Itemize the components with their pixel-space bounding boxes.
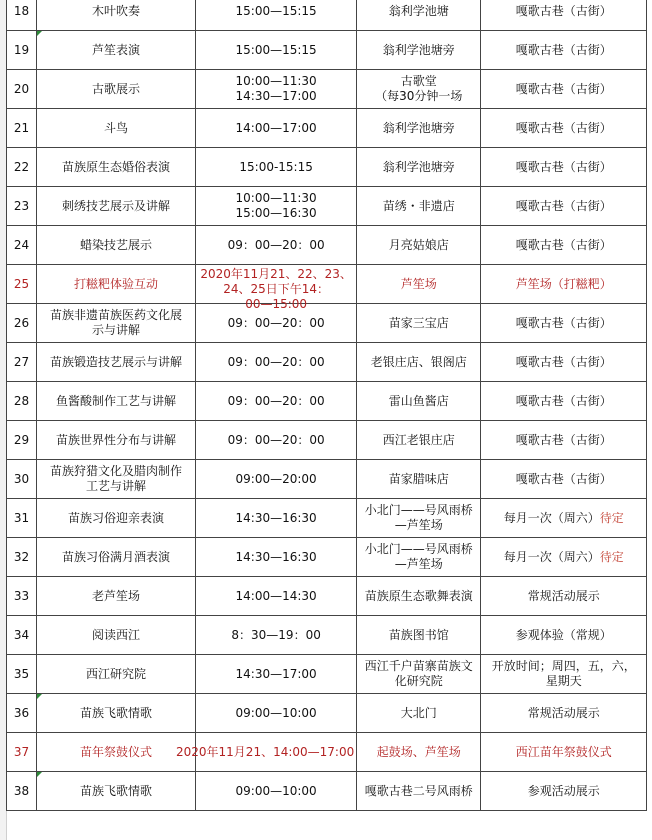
- row-number[interactable]: 29: [7, 421, 37, 460]
- place-cell[interactable]: 翁利学池塘旁: [357, 148, 481, 187]
- activity-line: 苗族非遗苗族医药文化展: [49, 308, 182, 322]
- row-number[interactable]: 26: [7, 304, 37, 343]
- activity-cell[interactable]: 苗年祭鼓仪式: [37, 733, 196, 772]
- row-number[interactable]: 34: [7, 616, 37, 655]
- place-cell[interactable]: 苗绣・非遗店: [357, 187, 481, 226]
- time-cell[interactable]: 09:00—10:00: [196, 772, 357, 811]
- table-row: [7, 226, 647, 265]
- time-cell[interactable]: 09：00—20：00: [196, 343, 357, 382]
- activity-line: 工艺与讲解: [85, 479, 146, 493]
- time-cell[interactable]: 09：00—20：00: [196, 304, 357, 343]
- time-line: 10:00—11:30: [235, 74, 317, 88]
- table-row: [7, 304, 647, 343]
- row-number[interactable]: 25: [7, 265, 37, 304]
- time-cell[interactable]: 09：00—20：00: [196, 382, 357, 421]
- place-cell[interactable]: 翁利学池塘旁: [357, 31, 481, 70]
- time-cell[interactable]: 14:30—16:30: [196, 538, 357, 577]
- time-cell[interactable]: 15:00-15:15: [196, 148, 357, 187]
- activity-cell[interactable]: [37, 460, 196, 499]
- place-cell[interactable]: 苗族原生态歌舞表演: [357, 577, 481, 616]
- time-cell[interactable]: 09：00—20：00: [196, 421, 357, 460]
- table-row: [7, 538, 647, 577]
- table-row: [7, 382, 647, 421]
- area-cell[interactable]: 嘎歌古巷（古街）: [481, 187, 647, 226]
- place-cell[interactable]: 老银庄店、银阁店: [357, 343, 481, 382]
- place-line: 古歌堂: [400, 74, 437, 88]
- row-number[interactable]: 19: [7, 31, 37, 70]
- place-cell[interactable]: 嘎歌古巷二号风雨桥: [357, 772, 481, 811]
- activity-line: 示与讲解: [91, 323, 140, 337]
- place-cell[interactable]: 翁利学池塘旁: [357, 109, 481, 148]
- time-line: 15:00—16:30: [235, 206, 317, 220]
- area-text: 每月一次（周六）: [503, 510, 600, 525]
- activity-cell[interactable]: 阅读西江: [37, 616, 196, 655]
- activity-cell[interactable]: [37, 304, 196, 343]
- area-cell[interactable]: 嘎歌古巷（古街）: [481, 148, 647, 187]
- row-number[interactable]: 27: [7, 343, 37, 382]
- place-cell[interactable]: 翁利学池塘: [357, 0, 481, 31]
- area-cell[interactable]: 嘎歌古巷（古街）: [481, 109, 647, 148]
- activity-cell[interactable]: 苗族锻造技艺展示与讲解: [37, 343, 196, 382]
- row-number[interactable]: 20: [7, 70, 37, 109]
- area-cell[interactable]: 嘎歌古巷（古街）: [481, 0, 647, 31]
- row-number[interactable]: 23: [7, 187, 37, 226]
- activity-cell[interactable]: 苗族飞歌情歌: [37, 772, 196, 811]
- activity-cell[interactable]: 刺绣技艺展示及讲解: [37, 187, 196, 226]
- time-line: 2020年11月21、22、23、: [200, 267, 352, 281]
- table-row: [7, 148, 647, 187]
- table-row: [7, 460, 647, 499]
- area-cell[interactable]: 嘎歌古巷（古街）: [481, 343, 647, 382]
- place-cell[interactable]: 大北门: [357, 694, 481, 733]
- row-number[interactable]: 22: [7, 148, 37, 187]
- place-cell[interactable]: [357, 499, 481, 538]
- time-cell[interactable]: [196, 265, 357, 311]
- time-cell[interactable]: 8：30—19：00: [196, 616, 357, 655]
- time-line: 14:30—17:00: [235, 89, 317, 103]
- place-line: （每30分钟一场: [375, 89, 463, 103]
- time-line: 10:00—11:30: [235, 191, 317, 205]
- area-cell[interactable]: 嘎歌古巷（古街）: [481, 421, 647, 460]
- row-number[interactable]: 30: [7, 460, 37, 499]
- time-cell[interactable]: 09:00—20:00: [196, 460, 357, 499]
- area-cell[interactable]: 嘎歌古巷（古街）: [481, 226, 647, 265]
- table-row: [7, 187, 647, 226]
- time-text: 2020年11月21、14:00—17:00: [176, 744, 355, 759]
- time-cell[interactable]: [176, 733, 357, 772]
- place-cell[interactable]: 苗家三宝店: [357, 304, 481, 343]
- place-cell[interactable]: 月亮姑娘店: [357, 226, 481, 265]
- time-cell[interactable]: 09:00—10:00: [196, 694, 357, 733]
- area-cell[interactable]: 嘎歌古巷（古街）: [481, 70, 647, 109]
- activity-cell[interactable]: 木叶吹奏: [37, 0, 196, 31]
- time-line: 00—15:00: [245, 297, 308, 311]
- table-row: [7, 577, 647, 616]
- activity-table: [6, 0, 647, 811]
- table-row: [7, 772, 647, 811]
- pending-label: 待定: [599, 549, 624, 564]
- table-row-highlighted: [7, 265, 647, 304]
- area-line: 星期天: [545, 674, 582, 688]
- time-cell[interactable]: 14:30—16:30: [196, 499, 357, 538]
- activity-cell[interactable]: 苗族习俗满月酒表演: [37, 538, 196, 577]
- row-number[interactable]: 37: [7, 733, 37, 772]
- place-cell[interactable]: 苗家腊味店: [357, 460, 481, 499]
- table-row: [7, 0, 647, 31]
- place-cell[interactable]: 雷山鱼酱店: [357, 382, 481, 421]
- area-line: 开放时间；周四，五，六，: [491, 659, 636, 673]
- activity-cell[interactable]: 鱼酱酸制作工艺与讲解: [37, 382, 196, 421]
- place-cell[interactable]: 芦笙场: [357, 265, 481, 304]
- area-cell[interactable]: 嘎歌古巷（古街）: [481, 382, 647, 421]
- place-line: —芦笙场: [394, 557, 443, 571]
- table-row: [7, 343, 647, 382]
- row-number[interactable]: 33: [7, 577, 37, 616]
- time-clip: [198, 265, 354, 311]
- table-row: [7, 421, 647, 460]
- activity-cell[interactable]: 斗鸟: [37, 109, 196, 148]
- area-text: 每月一次（周六）: [503, 549, 600, 564]
- place-cell[interactable]: [357, 538, 481, 577]
- row-number[interactable]: 32: [7, 538, 37, 577]
- row-number[interactable]: 36: [7, 694, 37, 733]
- activity-cell[interactable]: 蜡染技艺展示: [37, 226, 196, 265]
- time-cell[interactable]: 14:30—17:00: [196, 655, 357, 694]
- activity-line: 苗族狩猎文化及腊肉制作: [49, 464, 182, 478]
- activity-cell[interactable]: 老芦笙场: [37, 577, 196, 616]
- table-row: [7, 70, 647, 109]
- activity-cell[interactable]: 苗族习俗迎亲表演: [37, 499, 196, 538]
- place-line: —芦笙场: [394, 518, 443, 532]
- place-cell[interactable]: 西江老银庄店: [357, 421, 481, 460]
- row-number[interactable]: 24: [7, 226, 37, 265]
- activity-cell[interactable]: 打糍粑体验互动: [37, 265, 196, 304]
- area-cell[interactable]: 西江苗年祭鼓仪式: [481, 733, 647, 772]
- activity-cell[interactable]: 苗族原生态婚俗表演: [37, 148, 196, 187]
- pending-label: 待定: [599, 510, 624, 525]
- place-cell[interactable]: [357, 70, 481, 109]
- area-cell[interactable]: 嘎歌古巷（古街）: [481, 304, 647, 343]
- area-cell[interactable]: [481, 499, 647, 538]
- time-cell[interactable]: 15:00—15:15: [196, 0, 357, 31]
- row-number[interactable]: 18: [7, 0, 37, 31]
- time-cell[interactable]: [196, 70, 357, 109]
- area-cell[interactable]: 常规活动展示: [481, 694, 647, 733]
- time-cell[interactable]: 15:00—15:15: [196, 31, 357, 70]
- area-cell[interactable]: 参观活动展示: [481, 772, 647, 811]
- time-line: 24、25日下午14：: [223, 282, 330, 296]
- activity-cell[interactable]: 芦笙表演: [37, 31, 196, 70]
- table-row: [7, 694, 647, 733]
- row-number[interactable]: 35: [7, 655, 37, 694]
- time-cell[interactable]: [196, 187, 357, 226]
- table-row: [7, 655, 647, 694]
- table-row: [7, 616, 647, 655]
- time-cell[interactable]: 09：00—20：00: [196, 226, 357, 265]
- area-cell[interactable]: 嘎歌古巷（古街）: [481, 31, 647, 70]
- place-cell[interactable]: [357, 655, 481, 694]
- activity-cell[interactable]: 苗族世界性分布与讲解: [37, 421, 196, 460]
- area-cell[interactable]: 芦笙场（打糍粑）: [481, 265, 647, 304]
- area-cell[interactable]: 参观体验（常规）: [481, 616, 647, 655]
- table-row: [7, 499, 647, 538]
- table-row: [7, 109, 647, 148]
- area-cell[interactable]: 嘎歌古巷（古街）: [481, 460, 647, 499]
- table-row-highlighted: [7, 733, 647, 772]
- activity-cell[interactable]: 西江研究院: [37, 655, 196, 694]
- activity-cell[interactable]: 苗族飞歌情歌: [37, 694, 196, 733]
- area-cell[interactable]: 常规活动展示: [481, 577, 647, 616]
- place-cell[interactable]: 起鼓场、芦笙场: [357, 733, 481, 772]
- row-number[interactable]: 21: [7, 109, 37, 148]
- place-line: 小北门——号风雨桥: [364, 503, 473, 517]
- area-cell[interactable]: [481, 655, 647, 694]
- area-cell[interactable]: [481, 538, 647, 577]
- table-row: [7, 31, 647, 70]
- row-number[interactable]: 38: [7, 772, 37, 811]
- time-cell[interactable]: 14:00—14:30: [196, 577, 357, 616]
- row-number[interactable]: 28: [7, 382, 37, 421]
- time-cell[interactable]: 14:00—17:00: [196, 109, 357, 148]
- place-line: 化研究院: [394, 674, 443, 688]
- activity-cell[interactable]: 古歌展示: [37, 70, 196, 109]
- place-cell[interactable]: 苗族图书馆: [357, 616, 481, 655]
- place-line: 小北门——号风雨桥: [364, 542, 473, 556]
- row-number[interactable]: 31: [7, 499, 37, 538]
- place-line: 西江千户苗寨苗族文: [364, 659, 473, 673]
